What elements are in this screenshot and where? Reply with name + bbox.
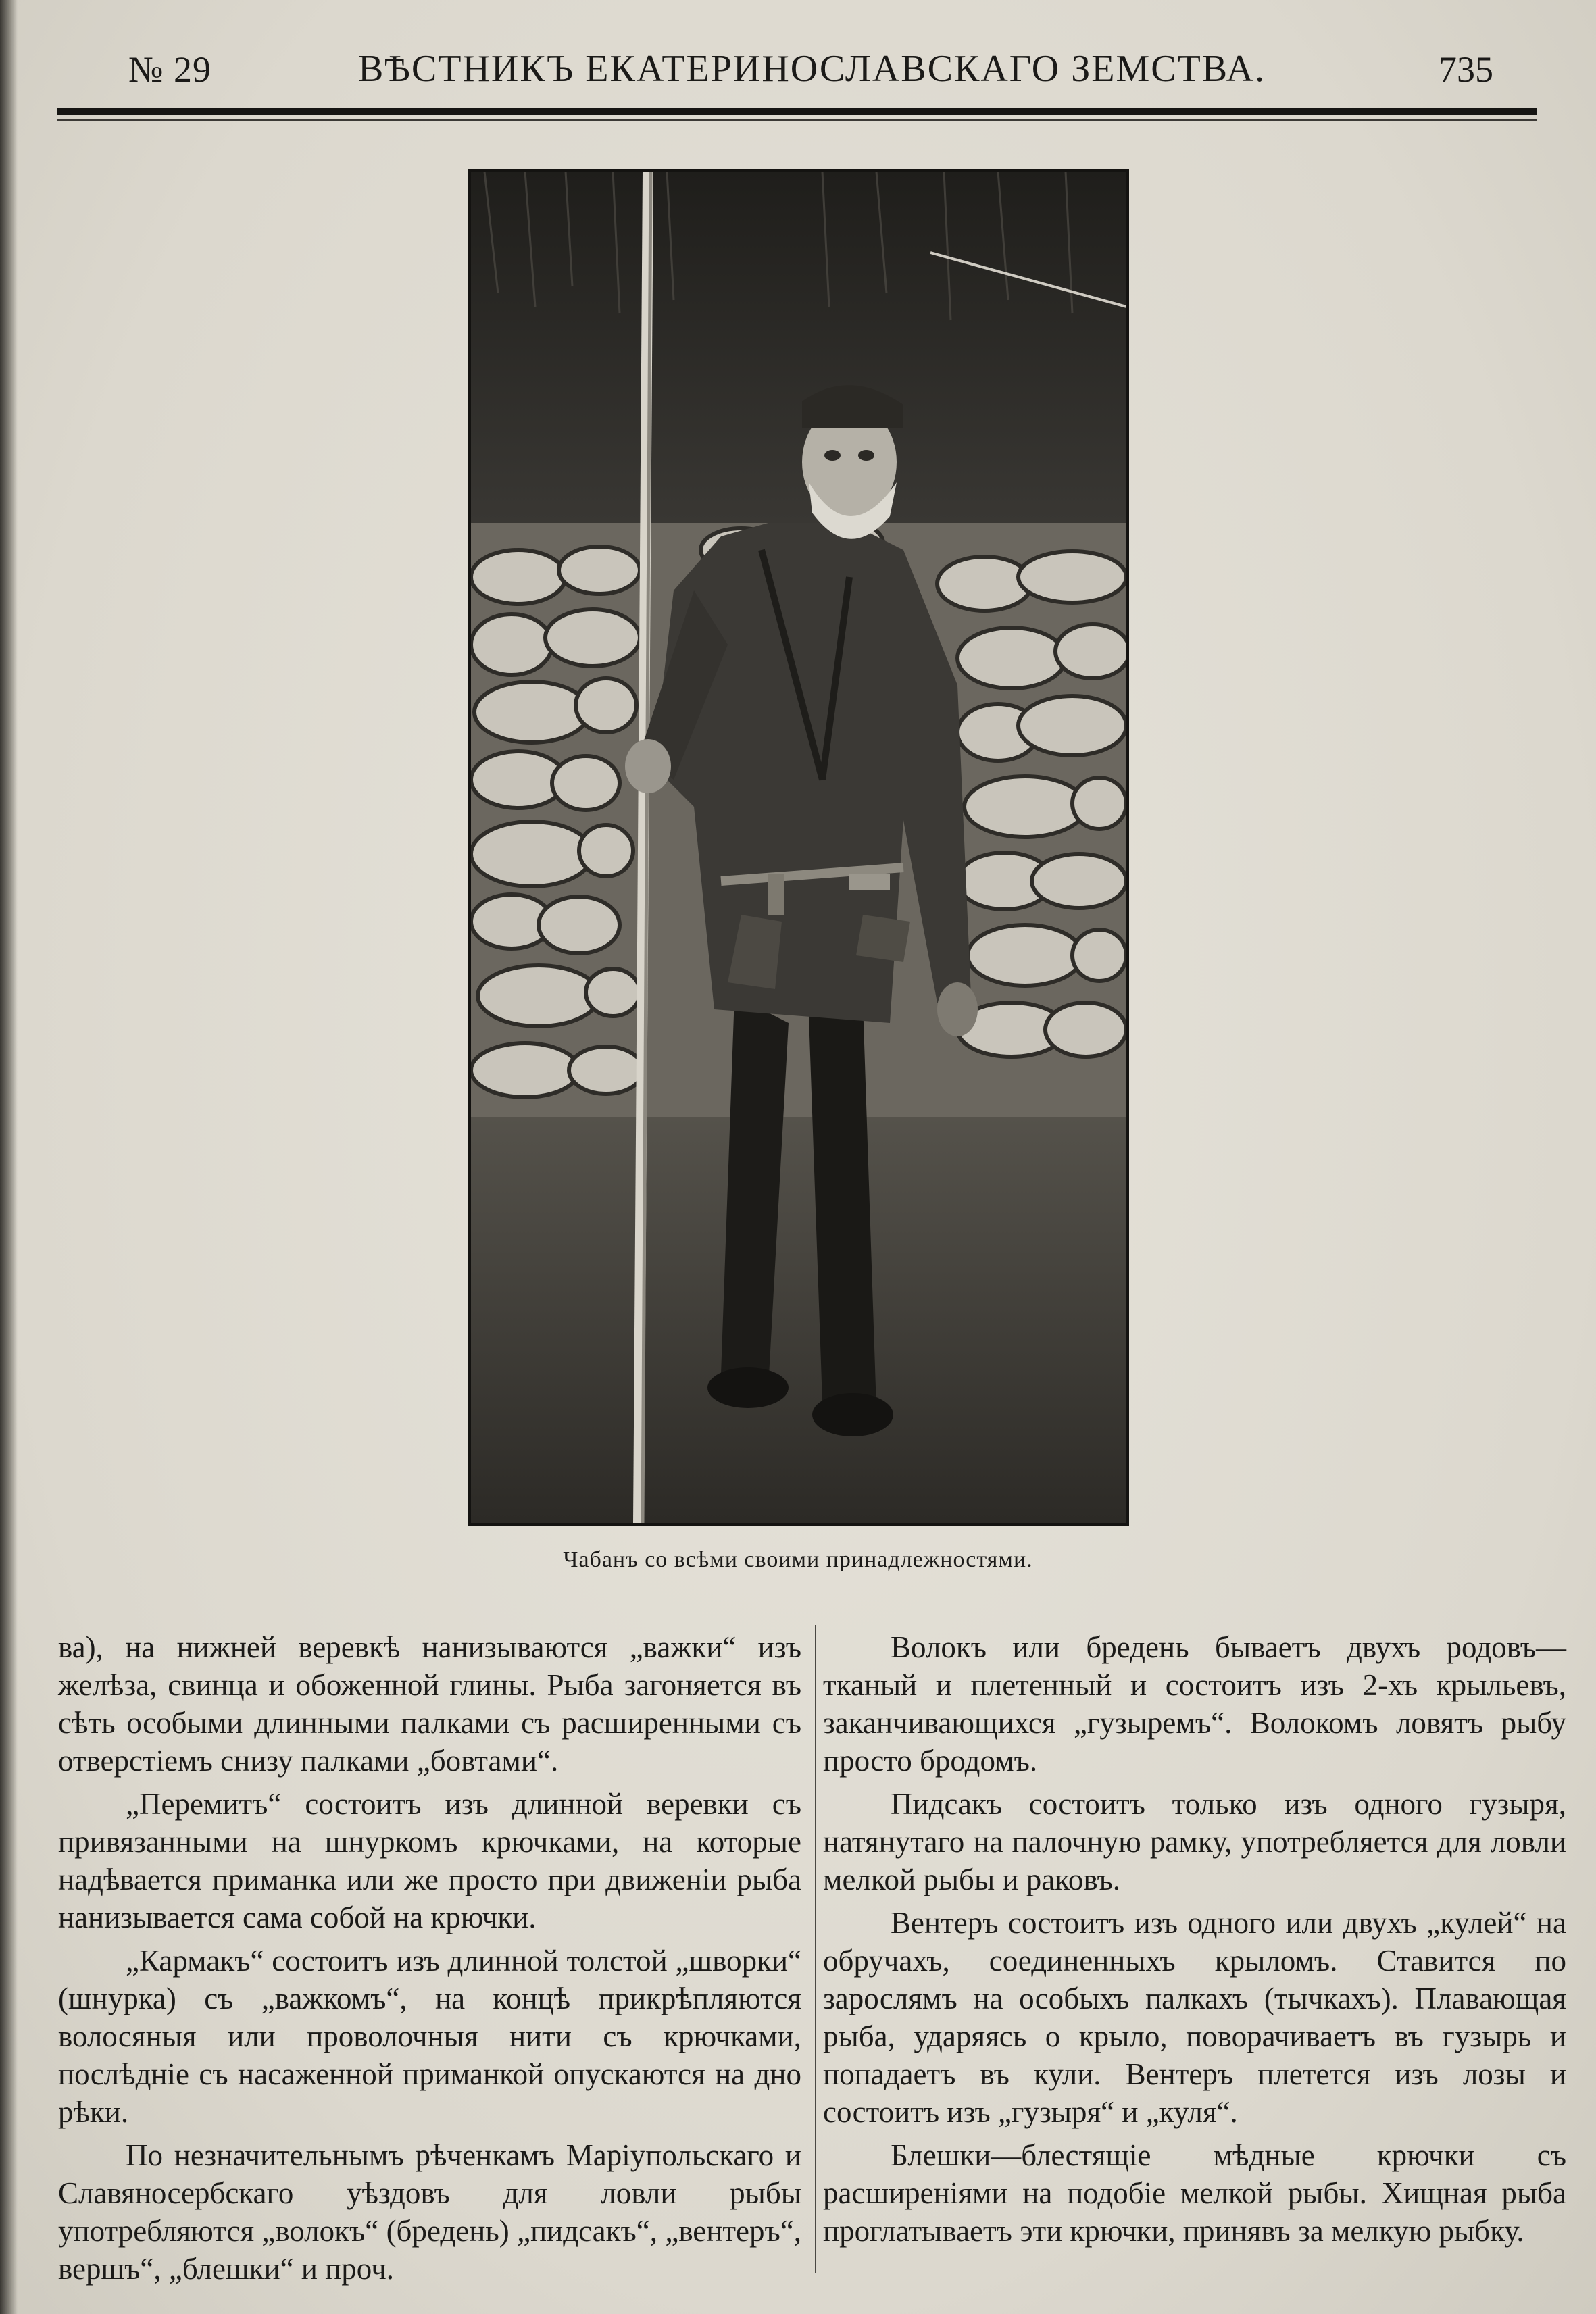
paragraph: Вентеръ состоитъ изъ одного или двухъ „кулей“ на обручахъ, соединенныхъ крыломъ. Ставится по зарослямъ на особыхъ палкахъ (тычкахъ). Плавающая рыба, ударяясь о крыло, поворачиваетъ въ гузырь и попадаетъ въ кули. Вентеръ плетется изъ лозы и состоитъ изъ „гузыря“ и „куля“. (823, 1906, 1566, 2129)
right-column (823, 1628, 1566, 2250)
binding-shadow (0, 0, 18, 2314)
paragraph: Пидсакъ состоитъ только изъ одного гузыря, натянутаго на палочную рамку, употребляется для ловли мелкой рыбы и раковъ. (823, 1787, 1566, 1896)
left-column (58, 1628, 801, 2288)
paragraph: „Перемитъ“ состоитъ изъ длинной веревки съ привязанными на шнуркомъ крючками, на которые надѣвается приманка или же просто при движеніи рыба нанизывается сама собой на крючки. (58, 1787, 801, 1934)
journal-title: ВѢСТНИКЪ ЕКАТЕРИНОСЛАВСКАГО ЗЕМСТВА. (358, 48, 1266, 90)
photo-illustration (471, 172, 1126, 1523)
shepherd-photograph (468, 169, 1129, 1526)
paragraph: Волокъ или бредень бываетъ двухъ родовъ— тканый и плетенный и состоитъ изъ 2-хъ крыльевъ, заканчивающихся „гузыремъ“. Волокомъ ловятъ рыбу просто бродомъ. (823, 1630, 1566, 1778)
issue-number: № 29 (128, 49, 212, 90)
paragraph: Блешки—блестящіе мѣдные крючки съ расширеніями на подобіе мелкой рыбы. Хищная рыба проглатываетъ эти крючки, принявъ за мелкую рыбку. (823, 2138, 1566, 2248)
paragraph: „Кармакъ“ состоитъ изъ длинной толстой „шворки“ (шнурка) съ „важкомъ“, на концѣ прикрѣпляются волосяныя или проволочныя нити съ крючками, послѣдніе съ насаженной приманкой опускаются на дно рѣки. (58, 1944, 801, 2129)
header-rule (57, 108, 1537, 115)
header-rule-thin (57, 119, 1537, 121)
page-number: 735 (1439, 49, 1493, 90)
column-divider (815, 1625, 816, 2273)
paragraph: ва), на нижней веревкѣ нанизываются „важки“ изъ желѣза, свинца и обоженной глины. Рыба загоняется въ сѣть особыми длинными палками съ расширенными съ отверстіемъ снизу палками „бовтами“. (58, 1630, 801, 1778)
paragraph: По незначительнымъ рѣченкамъ Маріупольскаго и Славяносербскаго уѣздовъ для ловли рыбы употребляются „волокъ“ (бредень) „пидсакъ“, „вентеръ“, вершъ“, „блешки“ и проч. (58, 2138, 801, 2286)
running-header (61, 42, 1541, 103)
figure-caption: Чабанъ со всѣми своими принадлежностями. (563, 1547, 1033, 1572)
